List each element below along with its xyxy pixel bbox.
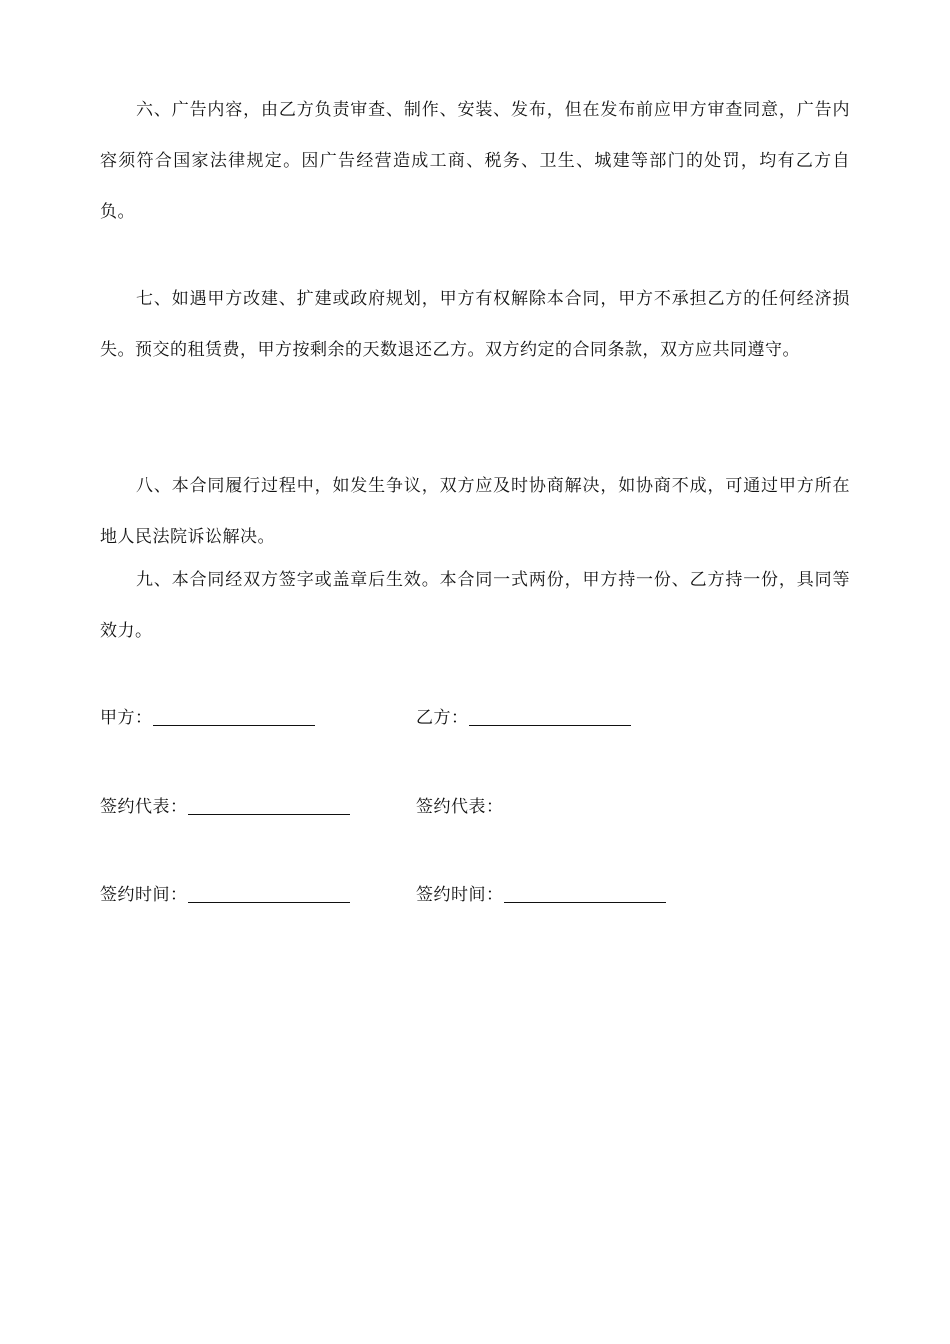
time-b-label: 签约时间： (416, 885, 504, 905)
clause-nine: 九、本合同经双方签字或盖章后生效。本合同一式两份，甲方持一份、乙方持一份，具同等效力。 (100, 570, 850, 641)
party-a-signature (100, 703, 315, 733)
time-a-label: 签约时间： (100, 885, 188, 905)
signature-row-parties (100, 703, 850, 733)
clause-seven: 七、如遇甲方改建、扩建或政府规划，甲方有权解除本合同，甲方不承担乙方的任何经济损失。预交的租赁费，甲方按剩余的天数退还乙方。双方约定的合同条款，双方应共同遵守。 (100, 289, 850, 360)
signature-row-dates (100, 880, 850, 910)
time-b-signature (416, 880, 666, 910)
rep-a-signature (100, 792, 350, 822)
rep-b-signature (416, 792, 504, 822)
party-b-blank-line[interactable] (469, 724, 631, 726)
time-a-signature (100, 880, 350, 910)
clause-six: 六、广告内容，由乙方负责审查、制作、安装、发布，但在发布前应甲方审查同意，广告内容须符合国家法律规定。因广告经营造成工商、税务、卫生、城建等部门的处罚，均有乙方自负。 (100, 100, 850, 222)
signature-row-representatives (100, 792, 850, 822)
party-a-blank-line[interactable] (153, 724, 315, 726)
rep-a-label: 签约代表： (100, 797, 188, 817)
party-b-label: 乙方： (416, 708, 469, 728)
time-a-blank-line[interactable] (188, 901, 350, 903)
clause-eight: 八、本合同履行过程中，如发生争议，双方应及时协商解决，如协商不成，可通过甲方所在地人民法院诉讼解决。 (100, 476, 850, 547)
rep-b-label: 签约代表： (416, 797, 504, 817)
rep-a-blank-line[interactable] (188, 813, 350, 815)
time-b-blank-line[interactable] (504, 901, 666, 903)
party-b-signature (416, 703, 631, 733)
party-a-label: 甲方： (100, 708, 153, 728)
